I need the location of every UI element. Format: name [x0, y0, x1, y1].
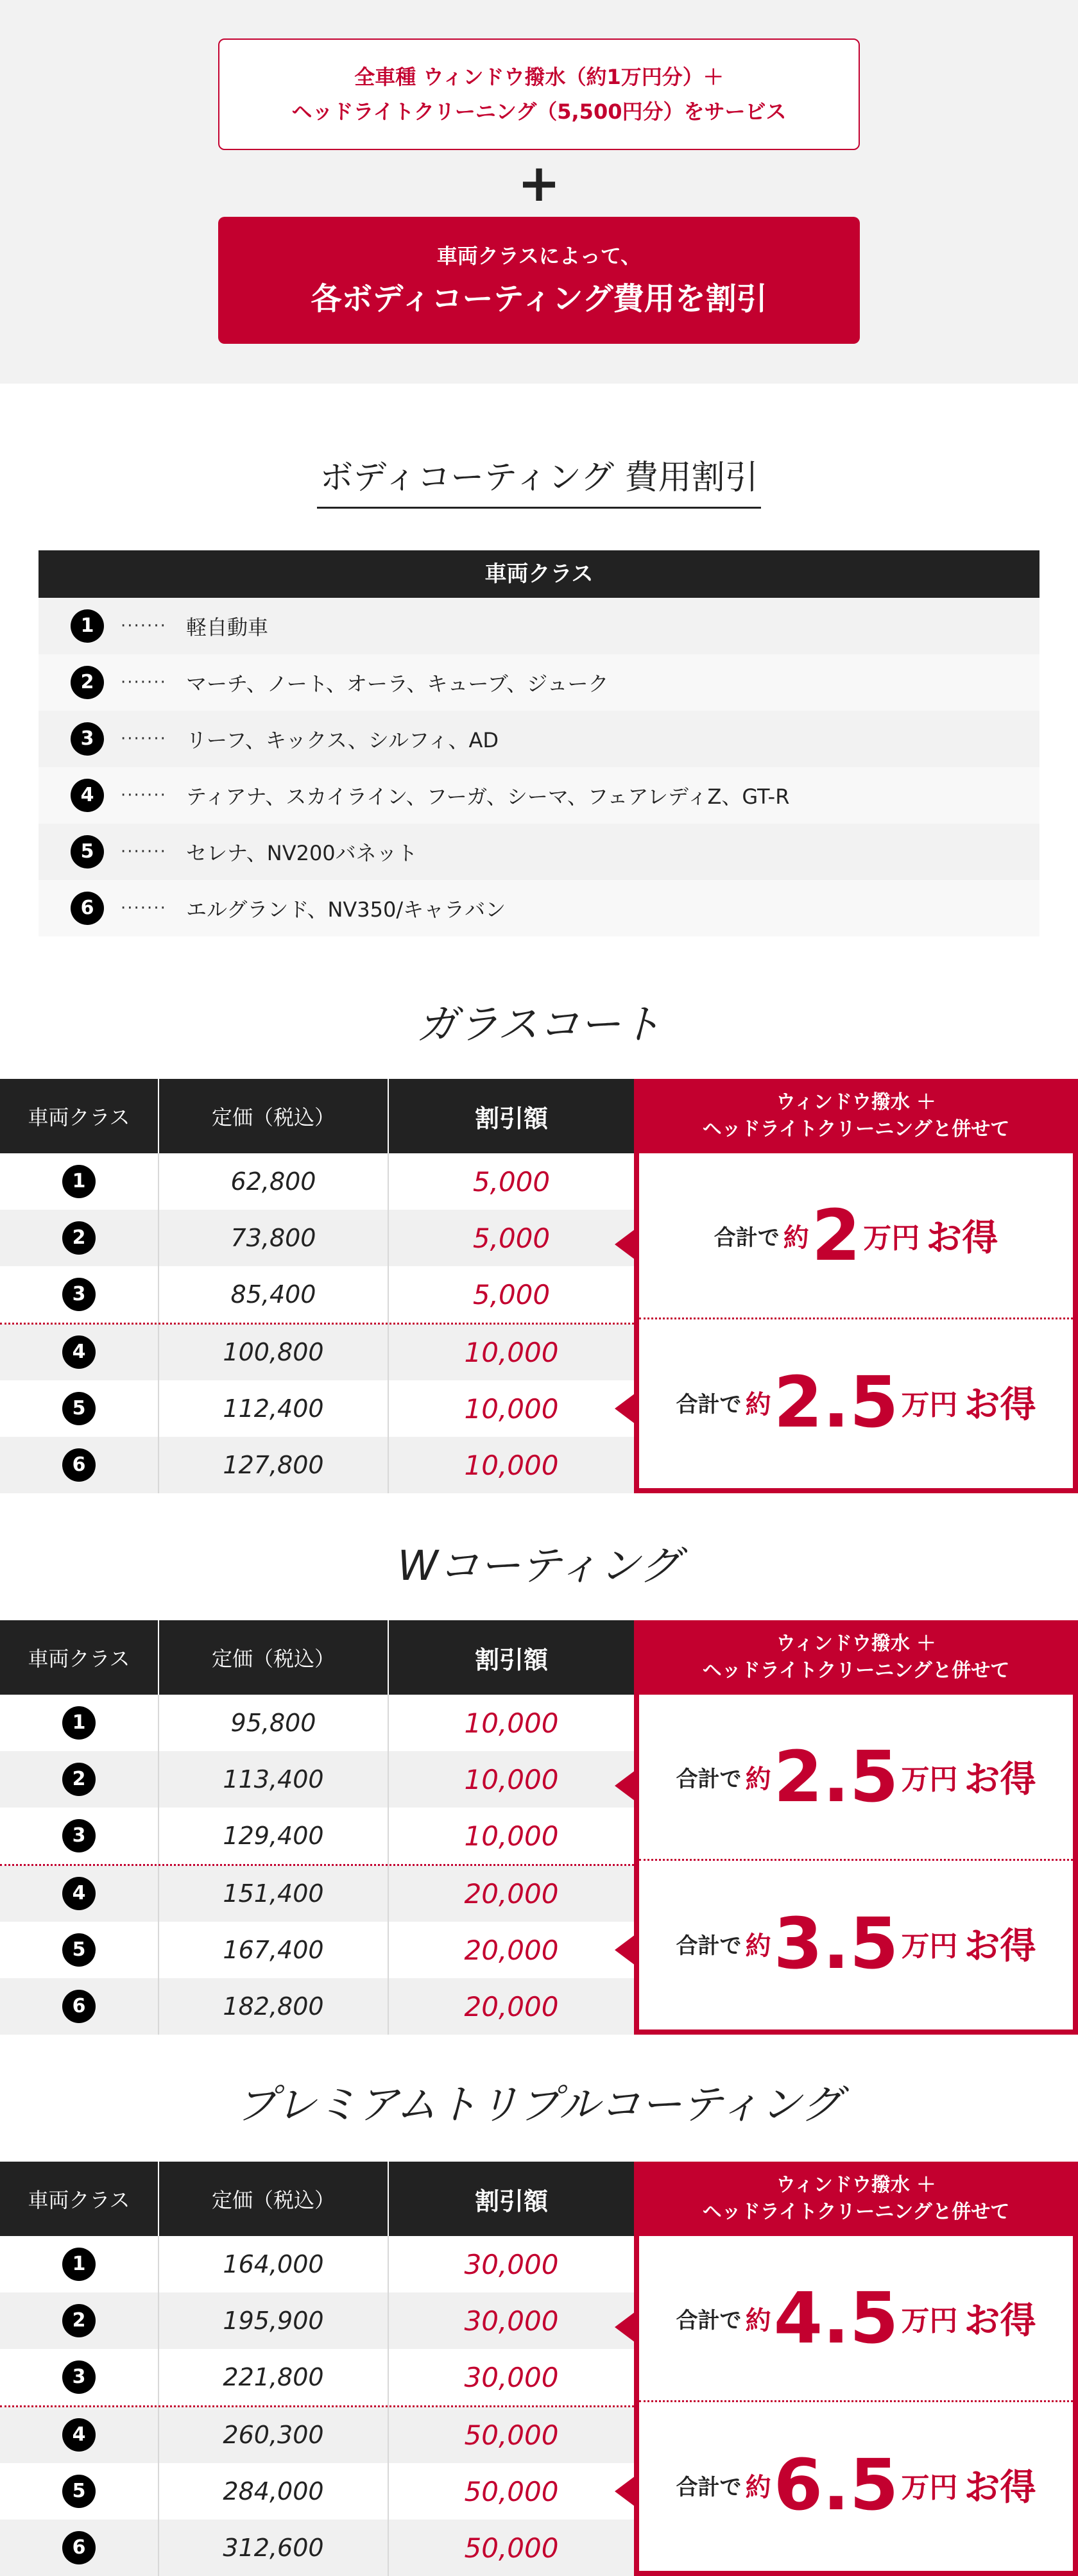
- class-number-badge: 5: [71, 835, 104, 869]
- price-cell: 113,400: [223, 1765, 324, 1793]
- discount-banner: [218, 217, 860, 344]
- saving-divider: [639, 1318, 1073, 1319]
- table-row: [0, 2520, 634, 2576]
- group-divider: [0, 1864, 634, 1866]
- col-header-class: 車両クラス: [0, 1079, 158, 1153]
- discount-cell: 50,000: [464, 2532, 559, 2564]
- price-cell: 95,800: [230, 1709, 316, 1737]
- price-cell: 62,800: [230, 1167, 316, 1196]
- discount-cell: 20,000: [464, 1990, 559, 2022]
- table-row: [0, 1808, 634, 1864]
- saving-approx: 約: [745, 2305, 771, 2335]
- saving-approx: 約: [745, 2472, 771, 2502]
- bonus-line-2: ヘッドライトクリーニングと併せて: [702, 1659, 1010, 1682]
- price-cell: 85,400: [230, 1280, 316, 1309]
- price-cell: 167,400: [223, 1936, 324, 1964]
- saving-otoku: お得: [964, 2467, 1036, 2509]
- class-number-badge: 4: [62, 1335, 96, 1369]
- discount-cell: 20,000: [464, 1877, 559, 1910]
- saving-approx: 約: [745, 1389, 771, 1419]
- class-number-badge: 1: [62, 1706, 96, 1740]
- class-number-badge: 6: [71, 892, 104, 925]
- class-cell: [0, 2418, 158, 2452]
- table-row: [0, 1751, 634, 1808]
- class-cell: [0, 1819, 158, 1852]
- class-cell: [0, 1448, 158, 1482]
- col-header-bonus: [634, 2162, 1078, 2236]
- class-number-badge: 5: [62, 2475, 96, 2508]
- price-table: [0, 1079, 1078, 1493]
- bonus-line-2: ヘッドライトクリーニングと併せて: [702, 1118, 1010, 1140]
- table-row: [0, 2349, 634, 2405]
- col-header-discount: 割引額: [389, 1620, 634, 1695]
- discount-cell: 20,000: [464, 1934, 559, 1966]
- pointer-arrow-icon: [615, 1935, 635, 1965]
- saving-divider: [639, 2400, 1073, 2402]
- table-row: [0, 1324, 634, 1380]
- saving-classes-1-3: [639, 1153, 1073, 1318]
- table-row: [0, 2463, 634, 2520]
- col-header-price: 定価（税込）: [159, 1079, 388, 1153]
- body-coating-title: ボディコーティング 費用割引: [317, 449, 760, 509]
- saving-approx: 約: [745, 1931, 771, 1961]
- class-cell: [0, 1165, 158, 1198]
- saving-otoku: お得: [964, 1926, 1036, 1967]
- col-header-class: 車両クラス: [0, 2162, 158, 2236]
- class-cell: [0, 2304, 158, 2337]
- discount-cell: 10,000: [464, 1393, 559, 1425]
- table-row: [0, 1437, 634, 1493]
- class-number-badge: 5: [62, 1392, 96, 1425]
- service-line-1: 全車種 ウィンドウ撥水（約1万円分）＋: [354, 65, 724, 89]
- saving-otoku: お得: [964, 2300, 1036, 2342]
- leader-dots: ·······: [121, 729, 167, 749]
- class-models-label: 軽自動車: [186, 615, 269, 640]
- saving-amount: 2: [811, 1194, 861, 1276]
- price-table: [0, 1620, 1078, 2035]
- table-row: [0, 1266, 634, 1323]
- vehicle-class-list: [38, 550, 1040, 936]
- leader-dots: ·······: [121, 899, 167, 918]
- discount-cell: 10,000: [464, 1763, 559, 1795]
- table-row: [0, 2407, 634, 2463]
- bonus-line-1: ウィンドウ撥水 ＋: [776, 2174, 936, 2196]
- table-row: [0, 1922, 634, 1978]
- col-header-discount: 割引額: [389, 1079, 634, 1153]
- saving-classes-1-3: [639, 1695, 1073, 1859]
- class-list-item: [38, 598, 1040, 654]
- class-number-badge: 3: [71, 722, 104, 756]
- price-cell: 312,600: [223, 2534, 324, 2562]
- saving-approx: 約: [783, 1223, 809, 1253]
- discount-cell: 10,000: [464, 1707, 559, 1739]
- class-cell: [0, 1278, 158, 1311]
- class-cell: [0, 1763, 158, 1796]
- saving-approx: 約: [745, 1764, 771, 1794]
- coating-title: ガラスコート: [416, 1001, 662, 1049]
- discount-cell: 5,000: [472, 1222, 551, 1254]
- class-number-badge: 4: [71, 779, 104, 812]
- saving-prefix: 合計で: [676, 2307, 742, 2334]
- class-models-label: リーフ、キックス、シルフィ、AD: [186, 728, 499, 752]
- class-number-badge: 6: [62, 2531, 96, 2564]
- class-cell: [0, 2360, 158, 2394]
- saving-panel: [634, 1695, 1078, 2035]
- class-list-item: [38, 880, 1040, 936]
- class-cell: [0, 2531, 158, 2564]
- price-cell: 112,400: [223, 1394, 324, 1423]
- class-number-badge: 3: [62, 2360, 96, 2394]
- coating-title: プレミアムトリプルコーティング: [236, 2081, 842, 2129]
- saving-prefix: 合計で: [676, 1766, 742, 1792]
- body-coating-heading: [0, 449, 1078, 513]
- class-models-label: セレナ、NV200バネット: [186, 841, 418, 865]
- class-cell: [0, 1933, 158, 1967]
- col-header-price: 定価（税込）: [159, 2162, 388, 2236]
- class-cell: [0, 2248, 158, 2281]
- class-cell: [0, 1221, 158, 1255]
- discount-cell: 5,000: [472, 1278, 551, 1310]
- price-cell: 195,900: [223, 2307, 324, 2335]
- table-row: [0, 2292, 634, 2349]
- class-cell: [0, 1335, 158, 1369]
- discount-cell: 10,000: [464, 1449, 559, 1481]
- saving-classes-1-3: [639, 2236, 1073, 2400]
- group-divider: [0, 1323, 634, 1325]
- discount-cell: 30,000: [464, 2361, 559, 2393]
- table-row: [0, 1865, 634, 1922]
- class-list-item: [38, 654, 1040, 711]
- class-number-badge: 4: [62, 1877, 96, 1910]
- class-number-badge: 3: [62, 1278, 96, 1311]
- class-list-item: [38, 711, 1040, 767]
- class-models-label: エルグランド、NV350/キャラバン: [186, 897, 506, 922]
- class-cell: [0, 2475, 158, 2508]
- saving-unit: 万円: [901, 1389, 958, 1421]
- saving-otoku: お得: [926, 1217, 998, 1259]
- service-banner: [218, 38, 860, 150]
- bonus-line-1: ウィンドウ撥水 ＋: [776, 1091, 936, 1114]
- price-cell: 127,800: [223, 1451, 324, 1479]
- saving-otoku: お得: [964, 1384, 1036, 1426]
- table-row: [0, 1380, 634, 1437]
- class-models-label: マーチ、ノート、オーラ、キューブ、ジューク: [186, 672, 609, 696]
- leader-dots: ·······: [121, 842, 167, 861]
- pointer-arrow-icon: [615, 2312, 635, 2343]
- price-cell: 73,800: [230, 1224, 316, 1252]
- pointer-arrow-icon: [615, 1770, 635, 1801]
- bonus-line-1: ウィンドウ撥水 ＋: [776, 1632, 936, 1655]
- price-cell: 221,800: [223, 2363, 324, 2391]
- table-row: [0, 1695, 634, 1751]
- saving-unit: 万円: [901, 1763, 958, 1796]
- saving-prefix: 合計で: [676, 2474, 742, 2500]
- price-cell: 100,800: [223, 1338, 324, 1366]
- class-cell: [0, 1877, 158, 1910]
- col-header-price: 定価（税込）: [159, 1620, 388, 1695]
- discount-cell: 5,000: [472, 1165, 551, 1198]
- col-header-discount: 割引額: [389, 2162, 634, 2236]
- class-list-item: [38, 824, 1040, 880]
- saving-amount: 2.5: [773, 1736, 899, 1818]
- coating-title: Wコーティング: [397, 1543, 681, 1590]
- pointer-arrow-icon: [615, 2476, 635, 2507]
- class-number-badge: 1: [62, 1165, 96, 1198]
- discount-cell: 30,000: [464, 2305, 559, 2337]
- service-line-2: ヘッドライトクリーニング（5,500円分）をサービス: [291, 99, 787, 124]
- saving-unit: 万円: [901, 1930, 958, 1963]
- table-row: [0, 2236, 634, 2292]
- saving-panel: [634, 1153, 1078, 1493]
- price-cell: 164,000: [223, 2250, 324, 2278]
- class-models-label: ティアナ、スカイライン、フーガ、シーマ、フェアレディZ、GT-R: [186, 784, 790, 809]
- discount-cell: 50,000: [464, 2419, 559, 2451]
- discount-line-1: 車両クラスによって、: [436, 244, 642, 268]
- class-number-badge: 6: [62, 1448, 96, 1482]
- pointer-arrow-icon: [615, 1229, 635, 1260]
- saving-prefix: 合計で: [714, 1224, 780, 1251]
- saving-amount: 6.5: [773, 2444, 899, 2526]
- group-divider: [0, 2405, 634, 2407]
- saving-classes-4-6: [639, 1320, 1073, 1484]
- discount-cell: 10,000: [464, 1820, 559, 1852]
- saving-prefix: 合計で: [676, 1933, 742, 1959]
- saving-panel: [634, 2236, 1078, 2576]
- price-cell: 151,400: [223, 1879, 324, 1908]
- price-cell: 260,300: [223, 2421, 324, 2449]
- table-row: [0, 1153, 634, 1210]
- saving-amount: 4.5: [773, 2277, 899, 2359]
- col-header-class: 車両クラス: [0, 1620, 158, 1695]
- saving-prefix: 合計で: [676, 1391, 742, 1418]
- leader-dots: ·······: [121, 616, 167, 636]
- class-cell: [0, 1392, 158, 1425]
- saving-amount: 3.5: [773, 1902, 899, 1985]
- saving-classes-4-6: [639, 2403, 1073, 2567]
- class-number-badge: 6: [62, 1990, 96, 2023]
- class-cell: [0, 1990, 158, 2023]
- discount-cell: 50,000: [464, 2475, 559, 2507]
- class-number-badge: 2: [62, 1221, 96, 1255]
- class-number-badge: 2: [62, 1763, 96, 1796]
- table-row: [0, 1978, 634, 2035]
- bonus-line-2: ヘッドライトクリーニングと併せて: [702, 2201, 1010, 2223]
- plus-icon: +: [517, 153, 561, 213]
- price-cell: 129,400: [223, 1822, 324, 1850]
- saving-unit: 万円: [901, 2471, 958, 2504]
- class-number-badge: 2: [71, 666, 104, 699]
- class-list-item: [38, 767, 1040, 824]
- class-number-badge: 3: [62, 1819, 96, 1852]
- class-number-badge: 5: [62, 1933, 96, 1967]
- saving-unit: 万円: [863, 1222, 920, 1255]
- saving-otoku: お得: [964, 1759, 1036, 1801]
- class-cell: [0, 1706, 158, 1740]
- promo-band: [0, 0, 1078, 384]
- class-number-badge: 1: [62, 2248, 96, 2281]
- class-number-badge: 4: [62, 2418, 96, 2452]
- table-row: [0, 1210, 634, 1266]
- leader-dots: ·······: [121, 673, 167, 692]
- class-number-badge: 1: [71, 609, 104, 643]
- col-header-bonus: [634, 1079, 1078, 1153]
- price-cell: 284,000: [223, 2477, 324, 2505]
- saving-unit: 万円: [901, 2305, 958, 2337]
- vehicle-class-header: 車両クラス: [38, 550, 1040, 598]
- price-cell: 182,800: [223, 1992, 324, 2021]
- saving-divider: [639, 1859, 1073, 1861]
- discount-cell: 30,000: [464, 2248, 559, 2280]
- pointer-arrow-icon: [615, 1393, 635, 1424]
- discount-line-2: 各ボディコーティング費用を割引: [311, 281, 767, 317]
- saving-amount: 2.5: [773, 1361, 899, 1443]
- col-header-bonus: [634, 1620, 1078, 1695]
- price-table: [0, 2162, 1078, 2576]
- class-number-badge: 2: [62, 2304, 96, 2337]
- saving-classes-4-6: [639, 1861, 1073, 2026]
- discount-cell: 10,000: [464, 1336, 559, 1368]
- leader-dots: ·······: [121, 786, 167, 805]
